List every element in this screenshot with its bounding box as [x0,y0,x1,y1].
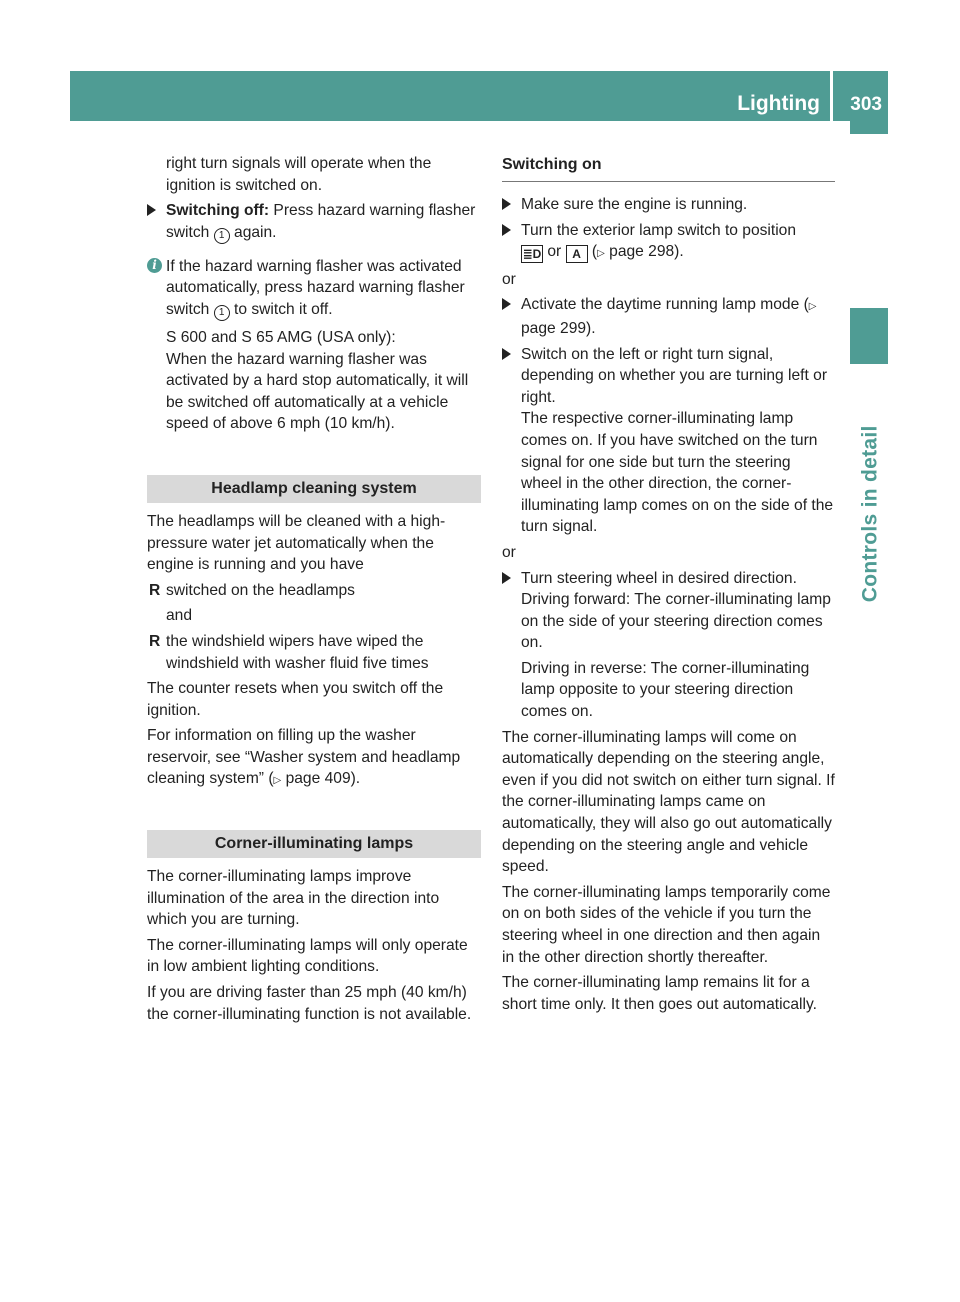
info-icon: i [147,258,162,273]
auto-headlamp-icon: A [566,245,588,263]
page-reference-link[interactable]: page 298). [609,243,684,261]
chapter-title: Lighting [737,92,820,115]
page-reference-link[interactable]: page 409). [285,770,361,788]
page-number: 303 [850,94,882,115]
side-tab-top [850,121,888,134]
auto-para-1: The corner-illuminating lamps will come on automatically depending on the steering angle, even if you did not switch on either turn signal. If the corner-illuminating lamps came on automatically, they will also go out automatically depending on the steering angle and vehicle speed. [502,728,835,876]
info-note-model: S 600 and S 65 AMG (USA only): [166,328,396,346]
intro-continued: right turn signals will operate when the ignition is switched on. [166,155,432,194]
switch-off-step [147,200,481,244]
step-arrow-icon [147,204,156,216]
info-note-detail: When the hazard warning flasher was activated by a hard stop automatically, it will be switched off automatically at a vehicle speed of above 6 mph (10 km/h). [166,350,469,433]
side-tab-label [848,368,892,660]
step-arrow-icon [502,572,511,584]
switch-off-text: Press hazard warning flasher switch [166,202,476,241]
bullet-item: R the windshield wipers have wiped the windshield with washer fluid five times [149,632,429,672]
page-reference-link[interactable]: page 299). [521,319,596,337]
switch-off-text-after: again. [234,223,277,241]
counter-reset-text: The counter resets when you switch off the ignition. [147,680,444,719]
corner-para-1: The corner-illuminating lamps improve illumination of the area in the direction into which you are turning. [147,868,440,929]
step-arrow-icon [502,198,511,210]
side-tab-text: Controls in detail [858,425,882,603]
info-note [147,256,481,435]
switching-on-heading: Switching on [502,153,835,182]
washer-info-text: For information on filling up the washer reservoir, see “Washer system and headlamp cleaning system” (▷ page 409). [147,727,461,788]
callout-number-icon: 1 [214,305,230,321]
step-arrow-icon [502,298,511,310]
section-heading-corner-lamps: Corner-illuminating lamps [147,830,481,858]
info-text: If the hazard warning flasher was activated automatically, press hazard warning flasher switch [166,257,465,318]
side-tab-marker [850,308,888,364]
low-beam-icon: ≣D [522,247,542,262]
step-detail: Driving forward: The corner-illuminating lamp on the side of your steering direction comes on. [521,591,831,652]
step-item: Switch on the left or right turn signal, depending on whether you are turning left or right. The respective corner-illuminating lamp comes on. If you have switched on the turn signal for one side but turn the steering wheel in the other direction, the corner-illuminating lamp comes on on the side of the turn signal. [502,344,835,538]
bullet-conjunction: and [166,607,193,625]
or-separator: or [502,543,516,561]
switch-off-label: Switching off: [166,202,270,220]
step-detail: Driving in reverse: The corner-illuminating lamp opposite to your steering direction comes on. [521,659,810,721]
corner-para-3: If you are driving faster than 25 mph (40 km/h) the corner-illuminating function is not available. [147,984,472,1023]
bullet-icon: R [149,581,161,599]
page-reference-icon: ▷ [273,775,282,787]
step-arrow-icon [502,348,511,360]
bullet-icon: R [149,632,161,650]
step-arrow-icon [502,224,511,236]
step-item: Make sure the engine is running. [502,194,835,216]
step-item: Turn the exterior lamp switch to position ≣D or A (▷ page 298). [502,220,835,265]
bullet-item: R switched on the headlamps [147,580,481,602]
auto-para-3: The corner-illuminating lamp remains lit for a short time only. It then goes out automatically. [502,974,817,1013]
info-text-after: to switch it off. [234,300,333,318]
page-reference-icon: ▷ [808,301,817,313]
section-heading-headlamp-cleaning: Headlamp cleaning system [147,475,481,503]
header-divider [830,71,833,121]
page-reference-icon: ▷ [597,248,605,260]
auto-para-2: The corner-illuminating lamps temporarily come on on both sides of the vehicle if you turn the steering wheel in one direction and then again in the other direction shortly thereafter. [502,883,831,966]
step-item: Activate the daytime running lamp mode (▷ page 299). [502,294,835,339]
left-column [147,153,481,1029]
or-separator: or [502,270,516,288]
page-header [70,71,888,121]
right-column [502,153,835,1019]
callout-number-icon: 1 [214,228,230,244]
step-detail: The respective corner-illuminating lamp comes on. If you have switched on the turn signal for one side but turn the steering wheel in the other direction, the corner-illuminating lamp comes on on the side of the turn signal. [521,410,834,536]
step-item: Turn steering wheel in desired direction. Driving forward: The corner-illuminating lamp on the side of your steering direction comes on. Driving in reverse: The corner-illuminating lamp opposite to your steering direction comes on. [502,568,835,723]
corner-para-2: The corner-illuminating lamps will only operate in low ambient lighting conditions. [147,936,468,976]
headlamp-intro: The headlamps will be cleaned with a high-pressure water jet automatically when the engine is running and you have [147,512,446,574]
